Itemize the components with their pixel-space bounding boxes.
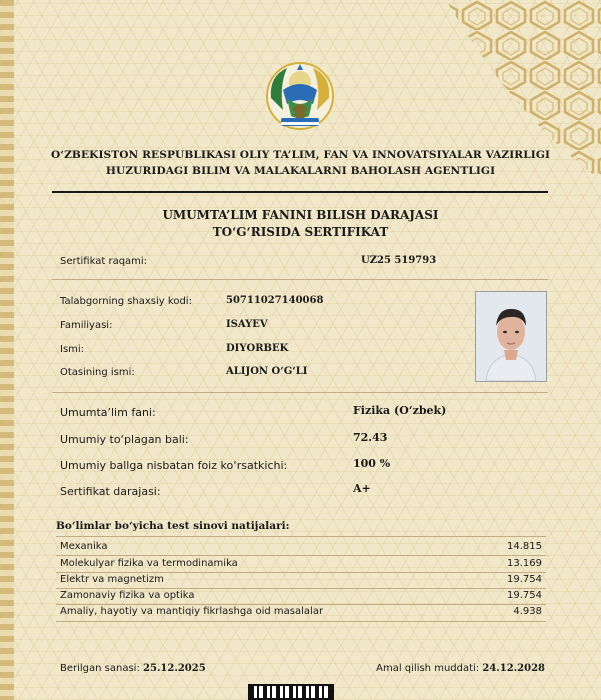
divider (56, 621, 546, 622)
list-item (60, 541, 542, 556)
name-value: DIYORBEK (226, 343, 289, 354)
surname-value: ISAYEV (226, 319, 268, 330)
section-score: 4.938 (513, 606, 542, 617)
section-label: Molekulyar fizika va termodinamika (60, 558, 238, 569)
certificate-title-line-2: TO‘G‘RISIDA SERTIFIKAT (212, 225, 389, 239)
issued-date-label: Berilgan sanasi: (60, 663, 140, 674)
validity-date (376, 663, 545, 674)
percent-label: Umumiy ballga nisbatan foiz ko‘rsatkichi: (60, 459, 288, 472)
section-score: 13.169 (507, 558, 542, 569)
divider (52, 279, 548, 280)
section-score: 19.754 (507, 574, 542, 585)
list-item (60, 606, 542, 621)
section-label: Zamonaviy fizika va optika (60, 590, 195, 601)
certificate-number-label: Sertifikat raqami: (60, 256, 148, 267)
section-score: 19.754 (507, 590, 542, 601)
agency-line-2: HUZURIDAGI BILIM VA MALAKALARNI BAHOLASH AGENTLIGI (105, 165, 496, 177)
state-emblem (263, 58, 337, 134)
issued-date (60, 663, 206, 674)
patronymic-value: ALIJON O‘G‘LI (226, 366, 308, 377)
name-label: Ismi: (60, 344, 85, 355)
divider (56, 555, 546, 556)
level-label: Sertifikat darajasi: (60, 485, 161, 498)
issued-date-value: 25.12.2025 (143, 663, 206, 674)
section-label: Amaliy, hayotiy va mantiqiy fikrlashga oid masalalar (60, 606, 324, 617)
candidate-photo (475, 291, 547, 382)
level-value: A+ (353, 482, 371, 495)
sections-heading: Bo‘limlar bo‘yicha test sinovi natijalari: (56, 520, 290, 532)
percent-value: 100 % (353, 457, 391, 470)
qr-code (248, 684, 334, 700)
list-item (60, 574, 542, 589)
total-score-label: Umumiy to‘plagan bali: (60, 433, 189, 446)
surname-label: Familiyasi: (60, 320, 113, 331)
list-item (60, 590, 542, 605)
subject-label: Umumta’lim fani: (60, 406, 156, 419)
header-rule (52, 191, 548, 193)
divider (52, 392, 548, 393)
divider (56, 588, 546, 589)
section-label: Mexanika (60, 541, 108, 552)
validity-date-value: 24.12.2028 (482, 663, 545, 674)
subject-value: Fizika (O‘zbek) (353, 404, 447, 417)
section-label: Elektr va magnetizm (60, 574, 164, 585)
personal-id-value: 50711027140068 (226, 295, 324, 306)
patronymic-label: Otasining ismi: (60, 367, 135, 378)
certificate-title-line-1: UMUMTA’LIM FANINI BILISH DARAJASI (162, 208, 439, 222)
total-score-value: 72.43 (353, 431, 388, 444)
divider (56, 604, 546, 605)
divider (56, 536, 546, 537)
left-ornament-border (0, 0, 14, 700)
agency-line-1: O‘ZBEKISTON RESPUBLIKASI OLIY TA’LIM, FAN VA INNOVATSIYALAR VAZIRLIGI (50, 149, 551, 161)
personal-id-label: Talabgorning shaxsiy kodi: (60, 296, 192, 307)
section-score: 14.815 (507, 541, 542, 552)
list-item (60, 558, 542, 573)
validity-date-label: Amal qilish muddati: (376, 663, 480, 674)
divider (56, 572, 546, 573)
certificate-number-value: UZ25 519793 (361, 255, 437, 266)
